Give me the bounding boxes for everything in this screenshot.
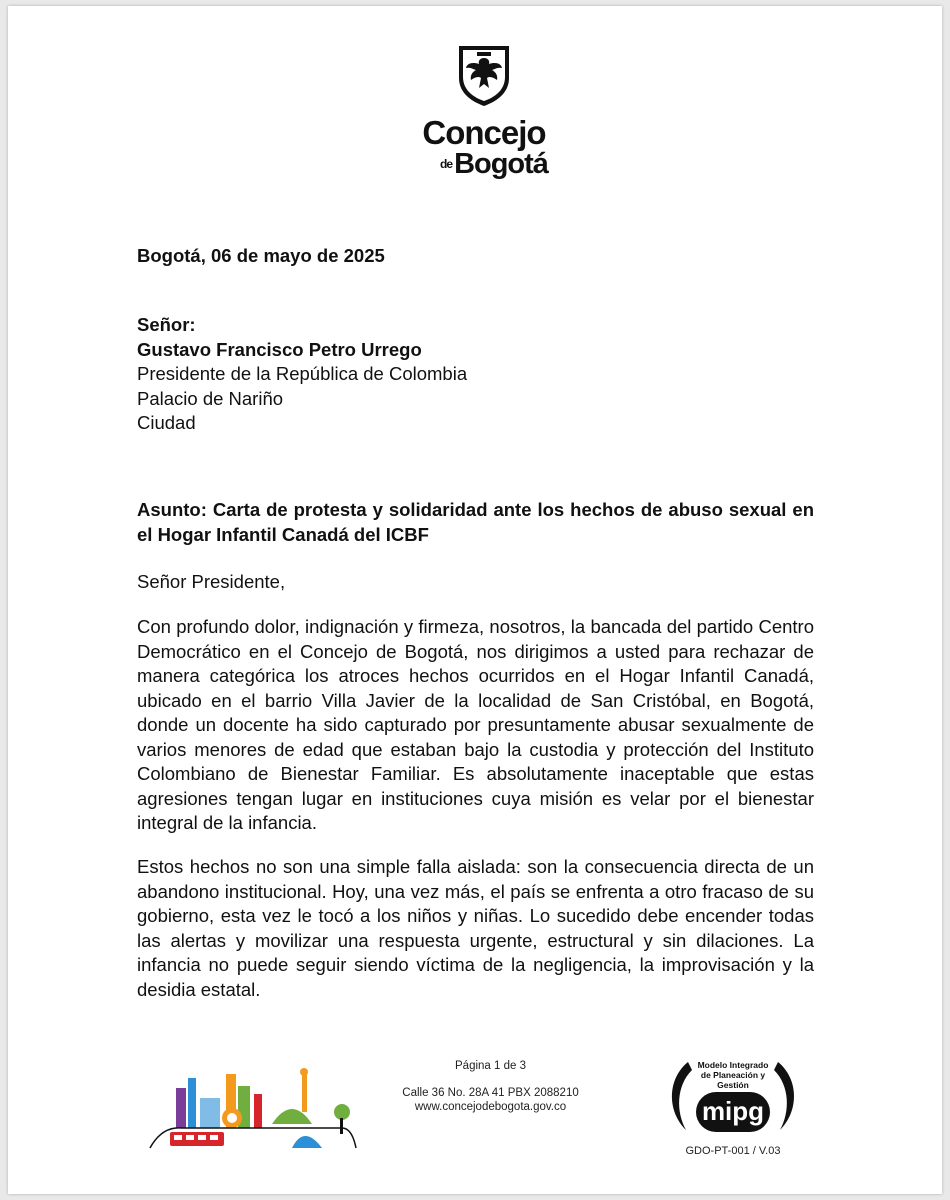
recipient-title: Presidente de la República de Colombia: [137, 363, 468, 384]
mipg-mark: mipg: [701, 1096, 765, 1126]
footer-address: Calle 36 No. 28A 41 PBX 2088210: [402, 1087, 579, 1099]
salutation: Señor:: [137, 314, 196, 335]
recipient-address: Palacio de Nariño: [137, 387, 284, 409]
logo-text-de: de: [440, 157, 453, 171]
page-number: Página 1 de 3: [455, 1060, 526, 1072]
bogota-skyline-illustration: [142, 1064, 362, 1152]
document-code: GDO-PT-001 / V.03: [685, 1145, 781, 1157]
recipient-name: Gustavo Francisco Petro Urrego: [137, 338, 422, 360]
letter-page: [8, 6, 942, 1194]
body-paragraph-1: Con profundo dolor, indignación y firmeza, nosotros, la bancada del partido Centro Democrático en el Concejo de Bogotá, nos dirigimos a usted para rechazar de manera categórica los atroces hechos ocurridos en el Hogar Infantil Canadá, ubicado en el barrio Villa Javier de la localidad de San Cristóbal, en Bogotá, donde un docente ha sido capturado por presuntamente abusar sexualmente de varios menores de edad que estaban bajo la custodia y protección del Instituto Colombiano de Bienestar Familiar. Es absolutamente inaceptable que estas agresiones tengan lugar en instituciones cuya misión es velar por el bienestar integral de la infancia.: [137, 616, 814, 833]
recipient-city: Ciudad: [137, 412, 196, 433]
mipg-text-line3: Gestión: [717, 1080, 749, 1090]
addressee-block: [137, 313, 814, 436]
logo-text-concejo: Concejo: [422, 114, 546, 151]
letter-subject: Asunto: Carta de protesta y solidaridad ante los hechos de abuso sexual en el Hogar Infantil Canadá del ICBF: [137, 499, 814, 545]
mipg-text-line2: de Planeación y: [700, 1070, 766, 1080]
mipg-text-line1: Modelo Integrado: [697, 1060, 769, 1070]
mipg-logo: [658, 1048, 808, 1138]
body-paragraph-2: Estos hechos no son una simple falla aislada: son la consecuencia directa de un abandono institucional. Hoy, una vez más, el país se enfrenta a otro fracaso de su gobierno, esta vez le tocó a los niños y niñas. Lo sucedido debe encender todas las alertas y movilizar una respuesta urgente, estructural y sin dilaciones. La infancia no puede seguir siendo víctima de la negligencia, la improvisación y la desidia estatal.: [137, 856, 814, 1000]
letter-date: Bogotá, 06 de mayo de 2025: [137, 245, 385, 266]
letter-greeting: Señor Presidente,: [137, 571, 286, 592]
footer-website[interactable]: www.concejodebogota.gov.co: [414, 1101, 567, 1113]
logo-text-bogota: [439, 150, 549, 178]
concejo-logo: [419, 42, 549, 178]
coat-of-arms-icon: [455, 42, 513, 108]
footer-info: [388, 1060, 593, 1114]
logo-text-city: Bogotá: [454, 148, 548, 180]
